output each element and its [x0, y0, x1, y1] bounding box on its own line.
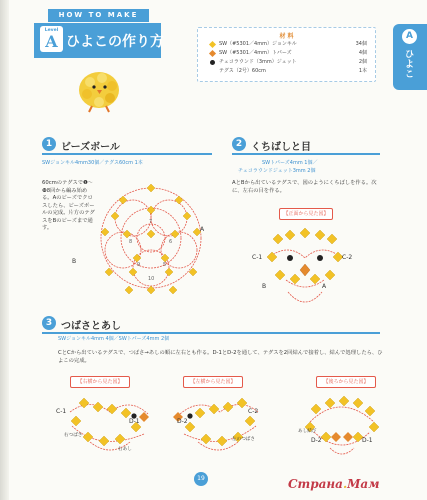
right-label-wing: 右つばさ: [64, 433, 83, 438]
right-side-view-label: 【右横から見た図】: [70, 376, 130, 388]
section-1-label-a: A: [200, 226, 205, 233]
page-number: 19: [194, 472, 208, 486]
material-item: チェコラウンド（3mm）ジェット 2個: [210, 58, 370, 67]
side-tab-letter: A: [402, 29, 417, 44]
svg-text:10: 10: [148, 276, 155, 282]
watermark: [288, 477, 380, 491]
materials-heading: 材 料: [279, 33, 294, 40]
section-3-header: [42, 316, 380, 334]
section-2-header: [232, 137, 380, 155]
page-spine: [0, 0, 9, 500]
right-label-c1: C-1: [56, 408, 67, 415]
right-label-leg: 右あし: [118, 447, 132, 452]
section-2-spec-line2: チェコラウンドジェット3mm 2個: [238, 168, 316, 174]
section-title: つばさとあし: [61, 321, 121, 332]
left-label-d2: D-2: [177, 418, 188, 425]
bead-orange-icon: [209, 50, 216, 57]
materials-box: [197, 27, 376, 82]
section-2-label-c2: C-2: [342, 254, 353, 261]
svg-text:7: 7: [149, 219, 153, 225]
section-2-body: AとBから出ているテグスで、図のようにくちばしを作る。次に、左右の目を作る。: [232, 180, 377, 194]
front-view-label: 【正面から見た図】: [279, 208, 333, 220]
bead-black-icon: [210, 60, 215, 65]
back-label-d1: D-1: [362, 437, 373, 444]
back-label-d2: D-2: [311, 437, 322, 444]
section-1-body: 60cmのテグスで❶〜❿8回から編み始める。Aのビーズでクロスしたら、ビーズボールの完成。片方のテグスをBのビーズまで通す。: [42, 180, 95, 231]
back-view-diagram: [300, 392, 385, 460]
how-to-make-label: HOW TO MAKE: [48, 9, 149, 22]
chick-photo: [42, 58, 157, 120]
section-number: 2: [232, 137, 246, 151]
back-view-label: 【後ろから見た図】: [316, 376, 376, 388]
bead-yellow-icon: [209, 41, 216, 48]
watermark-dot-icon: .: [342, 477, 348, 491]
back-label-tail: あし結び: [298, 429, 317, 434]
level-small-label: Level: [44, 28, 59, 33]
material-item: SW（#5301／4mm）トパーズ 4個: [210, 49, 370, 58]
section-1-header: [42, 137, 212, 155]
material-item: テグス（2号）60cm 1本: [219, 68, 367, 74]
svg-text:6: 6: [169, 239, 173, 245]
left-label-c2: C-2: [248, 408, 259, 415]
section-3-spec: SWジョンキル4mm 4個／SWトパーズ4mm 2個: [58, 336, 170, 342]
section-2-label-a: A: [322, 283, 327, 290]
left-label-wing: 左のつばさ: [232, 437, 255, 442]
side-tab-text: ひよこ: [405, 50, 415, 80]
material-item: SW（#5301／4mm）ジョンキル 34個: [210, 40, 370, 49]
watermark-part2: Мам: [347, 477, 380, 491]
section-title: ビーズボール: [61, 142, 120, 153]
svg-text:8: 8: [129, 239, 133, 245]
section-3-body: CとCから出ているテグスで、つばさ→あしの順に左右とも作る。D-1とD-2を通して、テグスを2回結んで接着し、結んで処理したら、ひよこの完成。: [58, 350, 383, 364]
level-letter: A: [45, 32, 58, 51]
section-title: くちばしと目: [251, 142, 311, 153]
section-1-label-b: B: [72, 258, 77, 265]
chapter-side-tab: [393, 24, 427, 90]
section-number: 3: [42, 316, 56, 330]
level-badge: [40, 26, 63, 52]
section-2-spec-line1: SWトパーズ4mm 1個／: [262, 160, 318, 166]
svg-text:5: 5: [163, 262, 167, 268]
right-label-d1: D-1: [129, 418, 140, 425]
left-side-diagram: [172, 392, 267, 460]
section-1-spec: SWジョンキル4mm30個／テグス60cm 1本: [42, 160, 143, 166]
page-title: ひよこの作り方: [66, 34, 164, 50]
svg-text:9: 9: [137, 262, 141, 268]
left-side-view-label: 【左横から見た図】: [183, 376, 243, 388]
section-2-label-c1: C-1: [252, 254, 263, 261]
bead-ball-diagram: [93, 168, 213, 300]
section-2-label-b: B: [262, 283, 267, 290]
beak-eyes-diagram: [258, 222, 353, 307]
section-number: 1: [42, 137, 56, 151]
right-side-diagram: [60, 392, 155, 460]
watermark-part1: Страна: [288, 477, 343, 491]
